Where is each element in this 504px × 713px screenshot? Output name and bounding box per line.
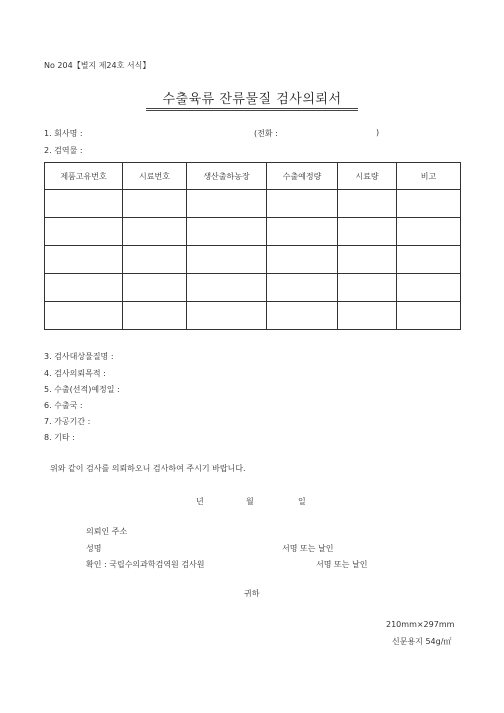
quarantine-item-label: 2. 검역물 : — [44, 146, 83, 155]
form-number: No 204【별지 제24호 서식】 — [44, 61, 151, 70]
table-row — [45, 302, 461, 330]
item-processing-period: 7. 가공기간 : — [44, 417, 91, 426]
table-cell[interactable] — [397, 274, 461, 302]
header-product-id: 제품고유번호 — [45, 163, 123, 190]
table-cell[interactable] — [45, 218, 123, 246]
table-cell[interactable] — [45, 302, 123, 330]
table-cell[interactable] — [187, 302, 267, 330]
header-export-quantity: 수출예정량 — [267, 163, 338, 190]
table-cell[interactable] — [338, 218, 397, 246]
item-export-country: 6. 수출국 : — [44, 401, 83, 410]
table-cell[interactable] — [123, 218, 187, 246]
table-cell[interactable] — [45, 246, 123, 274]
table-cell[interactable] — [123, 274, 187, 302]
table-cell[interactable] — [397, 218, 461, 246]
requester-address-label: 의뢰인 주소 — [86, 527, 128, 536]
addressee: 귀하 — [244, 589, 260, 598]
table-cell[interactable] — [397, 190, 461, 218]
requester-signature: 서명 또는 날인 — [282, 544, 334, 553]
date-day: 일 — [298, 497, 306, 506]
date-month: 월 — [246, 497, 254, 506]
table-cell[interactable] — [187, 218, 267, 246]
title-underline-double — [146, 110, 358, 111]
paper-size: 210mm×297mm — [386, 620, 455, 629]
inspector-confirm-label: 확인 : 국립수의과학검역원 검사원 — [86, 560, 205, 569]
company-name-label: 1. 회사명 : — [44, 129, 83, 138]
table-cell[interactable] — [267, 190, 338, 218]
request-sentence: 위와 같이 검사를 의뢰하오니 검사하여 주시기 바랍니다. — [50, 464, 246, 473]
phone-close: ) — [376, 128, 380, 137]
table-cell[interactable] — [397, 302, 461, 330]
table-cell[interactable] — [187, 274, 267, 302]
title-underline — [146, 108, 358, 109]
table-row — [45, 218, 461, 246]
table-cell[interactable] — [338, 274, 397, 302]
table-cell[interactable] — [45, 274, 123, 302]
table-cell[interactable] — [187, 246, 267, 274]
requester-name-label: 성명 — [86, 544, 102, 553]
table-cell[interactable] — [267, 246, 338, 274]
item-substance: 3. 검사대상물질명 : — [44, 352, 114, 361]
header-sample-number: 시료번호 — [123, 163, 187, 190]
table-cell[interactable] — [123, 246, 187, 274]
table-row — [45, 246, 461, 274]
table-row — [45, 190, 461, 218]
table-cell[interactable] — [45, 190, 123, 218]
document-title: 수출육류 잔류물질 검사의뢰서 — [162, 92, 342, 107]
header-sample-amount: 시료량 — [338, 163, 397, 190]
table-cell[interactable] — [267, 302, 338, 330]
date-year: 년 — [196, 497, 204, 506]
table-cell[interactable] — [187, 190, 267, 218]
inspector-signature: 서명 또는 날인 — [316, 560, 368, 569]
table-cell[interactable] — [123, 302, 187, 330]
item-purpose: 4. 검사의뢰목적 : — [44, 369, 106, 378]
table-cell[interactable] — [338, 190, 397, 218]
table-cell[interactable] — [267, 274, 338, 302]
table-cell[interactable] — [267, 218, 338, 246]
table-cell[interactable] — [123, 190, 187, 218]
paper-type: 신문용지 54g/㎡ — [392, 637, 452, 646]
item-other: 8. 기타 : — [44, 433, 75, 442]
phone-label: (전화 : — [254, 129, 278, 138]
item-export-date: 5. 수출(선적)예정일 : — [44, 385, 120, 394]
table-cell[interactable] — [338, 302, 397, 330]
sample-table — [44, 162, 461, 330]
table-header-row — [45, 163, 461, 190]
table-cell[interactable] — [338, 246, 397, 274]
table-cell[interactable] — [397, 246, 461, 274]
table-row — [45, 274, 461, 302]
header-remarks: 비고 — [397, 163, 461, 190]
header-production-farm: 생산출하농장 — [187, 163, 267, 190]
